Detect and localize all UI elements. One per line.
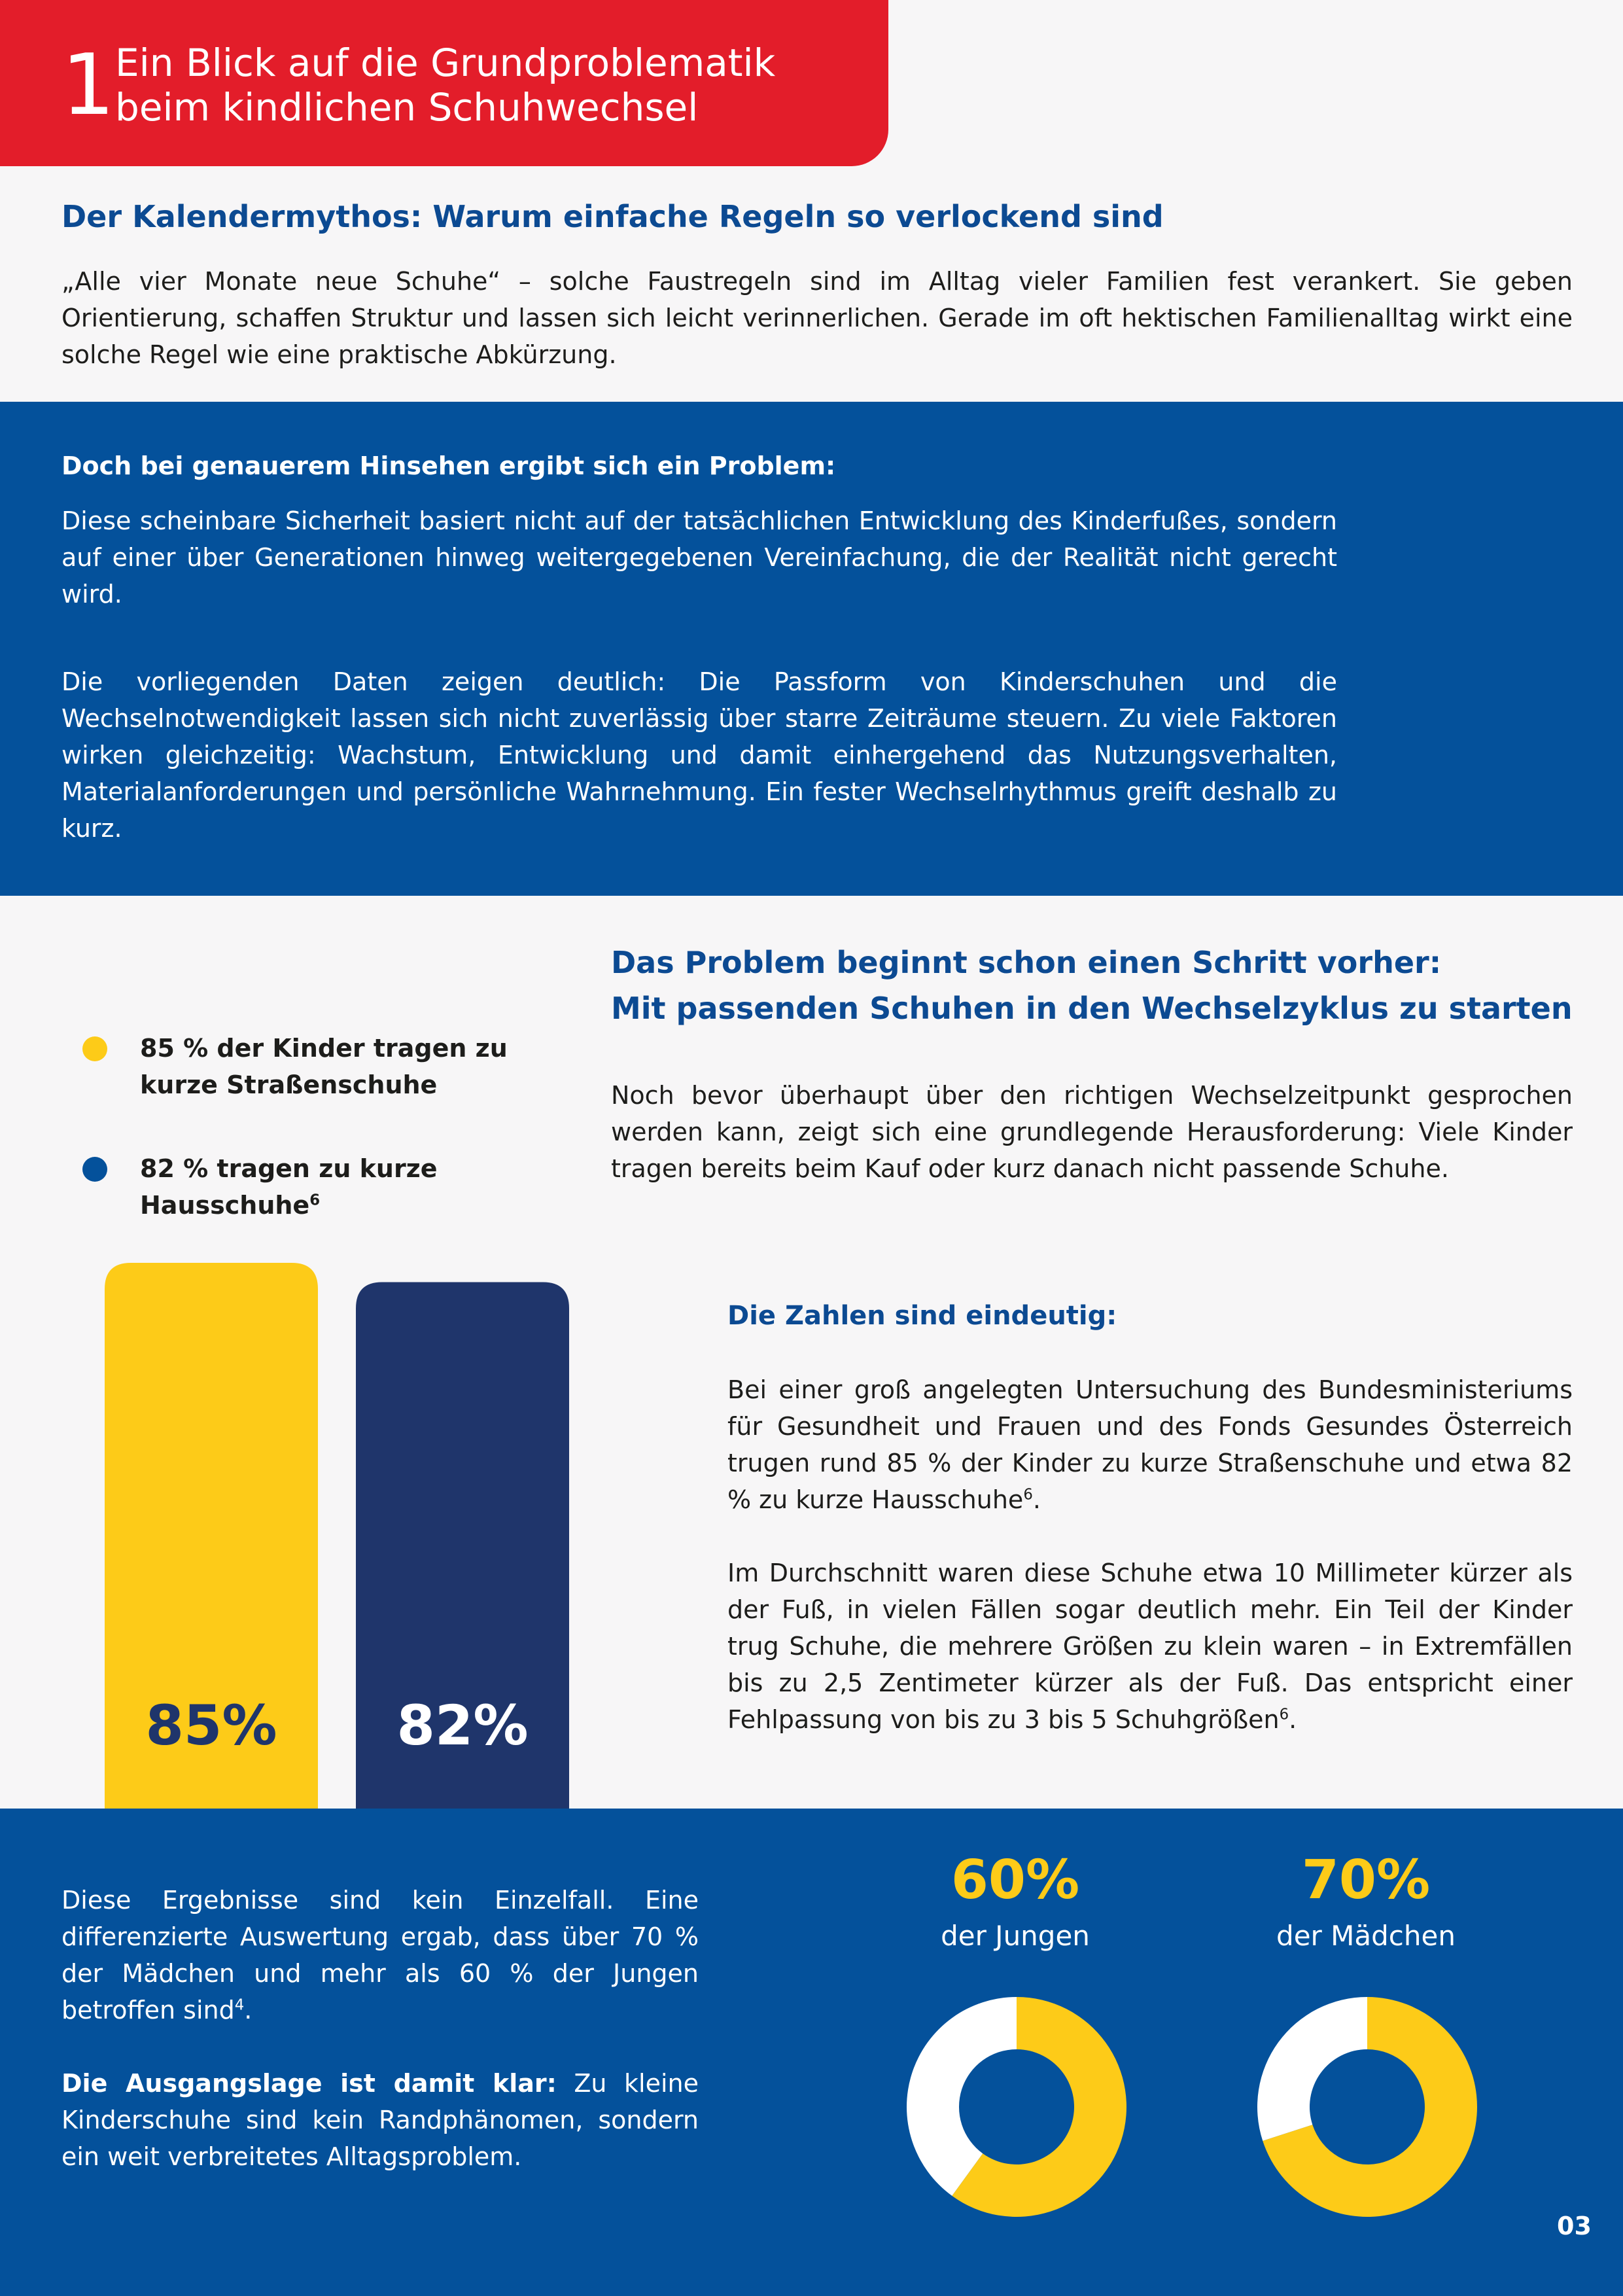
- bottom-paragraph-1-end: .: [244, 1996, 253, 2024]
- donut-girls-value: 70%: [1301, 1849, 1431, 1911]
- donut-chart-boys: [905, 1996, 1128, 2218]
- bottom-paragraph-1: [61, 1882, 699, 2028]
- bar-label-1: 85%: [145, 1693, 277, 1757]
- chapter-title: [115, 41, 775, 130]
- legend-item-2-line1: 82 % tragen zu kurze: [140, 1154, 438, 1183]
- bar-chart: [105, 1263, 576, 1810]
- legend-item-1-line1: 85 % der Kinder tragen zu: [140, 1034, 508, 1063]
- legend-dot-blue: [82, 1157, 107, 1182]
- intro-heading: Der Kalendermythos: Warum einfache Regeln so verlockend sind: [61, 199, 1164, 234]
- donut-girls-label: der Mädchen: [1276, 1920, 1456, 1952]
- numbers-paragraph-1-text: Bei einer groß angelegten Untersuchung des Bundesministeriums für Gesundheit und Frauen und des Fonds Gesundes Österreich trugen rund 85 % der Kinder zu kurze Straßenschuhe und etwa 82 % zu kurze Hausschuhe: [727, 1375, 1573, 1514]
- donut-boys-value: 60%: [951, 1849, 1080, 1911]
- chapter-title-line2: beim kindlichen Schuhwechsel: [115, 85, 699, 130]
- legend-item-street-shoes: [140, 1030, 508, 1103]
- donut-chart-girls: [1256, 1996, 1478, 2218]
- numbers-footnote-1: 6: [1023, 1486, 1033, 1504]
- section-heading: [611, 940, 1573, 1031]
- problem-heading: Doch bei genauerem Hinsehen ergibt sich ein Problem:: [61, 451, 836, 480]
- problem-paragraph-1: Diese scheinbare Sicherheit basiert nicht auf der tatsächlichen Entwicklung des Kinderfußes, sondern auf einer über Generationen hinweg weitergegebenen Vereinfachung, die der Realität nicht gerecht wird.: [61, 506, 1337, 609]
- legend-item-1-line2: kurze Straßenschuhe: [140, 1070, 438, 1099]
- intro-paragraph: „Alle vier Monate neue Schuhe“ – solche Faustregeln sind im Alltag vieler Familien fest verankert. Sie geben Orientierung, schaffen Struktur und lassen sich leicht verinnerlichen. Gerade im oft hektischen Familienalltag wirkt eine solche Regel wie eine praktische Abkürzung.: [61, 267, 1573, 369]
- page-number: 03: [1557, 2212, 1592, 2240]
- problem-paragraph-2: Die vorliegenden Daten zeigen deutlich: Die Passform von Kinderschuhen und die Wechselnotwendigkeit lassen sich nicht zuverlässig über starre Zeiträume steuern. Zu viele Faktoren wirken gleichzeitig: Wachstum, Entwicklung und damit einhergehend das Nutzungsverhalten, Materialanforderungen und persönliche Wahrnehmung. Ein fester Wechselrhythmus greift deshalb zu kurz.: [61, 667, 1337, 843]
- legend-footnote: 6: [309, 1192, 321, 1209]
- numbers-paragraph-2-text: Im Durchschnitt waren diese Schuhe etwa 10 Millimeter kürzer als der Fuß, in vielen Fällen sogar deutlich mehr. Ein Teil der Kinder trug Schuhe, die mehrere Größen zu klein waren – in Extremfällen bis zu 2,5 Zentimeter kürzer als der Fuß. Das entspricht einer Fehlpassung von bis zu 3 bis 5 Schuhgrößen: [727, 1559, 1573, 1734]
- legend-item-2-line2: [140, 1187, 438, 1224]
- section-heading-line2: Mit passenden Schuhen in den Wechselzyklus zu starten: [611, 991, 1573, 1026]
- numbers-paragraph-2-end: .: [1289, 1705, 1297, 1734]
- numbers-paragraph-1: [727, 1371, 1573, 1518]
- legend-dot-yellow: [82, 1036, 107, 1061]
- chapter-number: 1: [61, 37, 115, 134]
- numbers-footnote-2: 6: [1279, 1706, 1289, 1723]
- legend-item-2-text: Hausschuhe: [140, 1191, 310, 1220]
- chapter-title-line1: Ein Blick auf die Grundproblematik: [115, 41, 776, 85]
- section-paragraph: Noch bevor überhaupt über den richtigen Wechselzeitpunkt gesprochen werden kann, zeigt sich eine grundlegende Herausforderung: Viele Kinder tragen bereits beim Kauf oder kurz danach nicht passende Schuhe.: [611, 1081, 1573, 1183]
- legend-item-house-shoes: [140, 1150, 438, 1224]
- section-heading-line1: Das Problem beginnt schon einen Schritt vorher:: [611, 945, 1442, 980]
- numbers-paragraph-2: [727, 1555, 1573, 1738]
- bottom-footnote: 4: [234, 1996, 245, 2014]
- numbers-heading: Die Zahlen sind eindeutig:: [727, 1301, 1117, 1331]
- bottom-paragraph-2-bold: Die Ausgangslage ist damit klar:: [61, 2069, 557, 2098]
- bottom-paragraph-2-text: Zu kleine Kinderschuhe sind kein Randphänomen, sondern ein weit verbreitetes Alltagsproblem.: [61, 2069, 699, 2171]
- bottom-paragraph-2: [61, 2065, 699, 2175]
- bar-label-2: 82%: [396, 1693, 529, 1757]
- donut-girls-slice-2: [1257, 1997, 1367, 2141]
- numbers-paragraph-1-end: .: [1032, 1485, 1041, 1514]
- bottom-paragraph-1-text: Diese Ergebnisse sind kein Einzelfall. Eine differenzierte Auswertung ergab, dass über 70 % der Mädchen und mehr als 60 % der Jungen betroffen sind: [61, 1886, 699, 2024]
- donut-boys-label: der Jungen: [941, 1920, 1090, 1952]
